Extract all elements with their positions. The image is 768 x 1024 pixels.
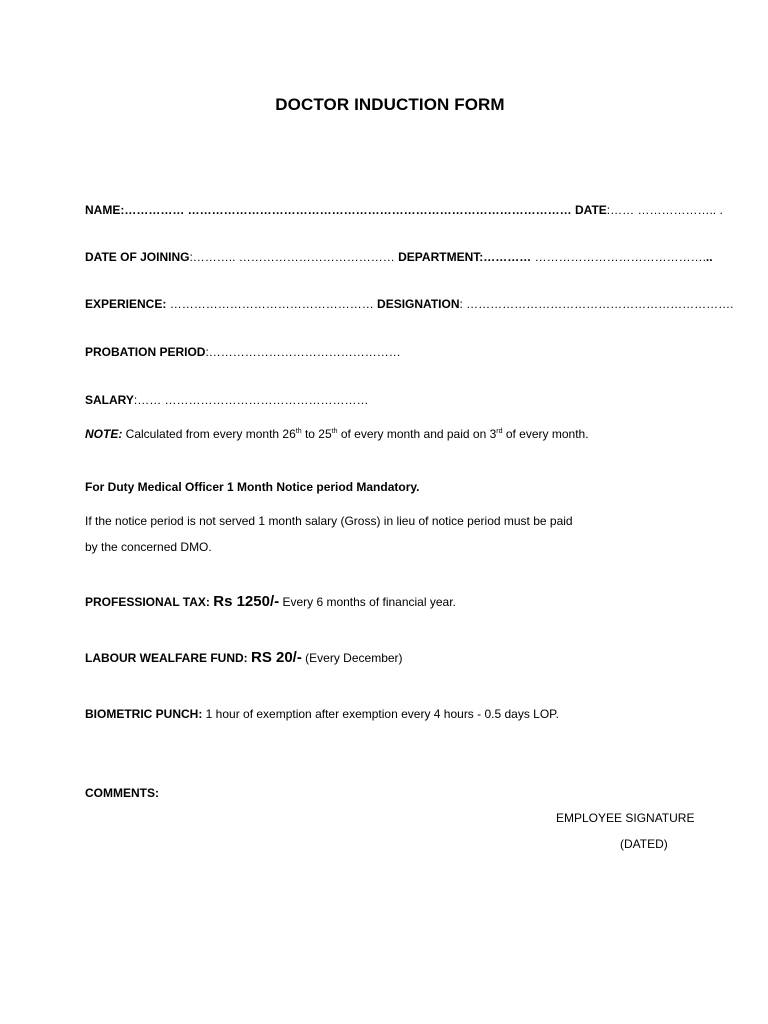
note-sup-2: th (331, 428, 338, 435)
biometric-detail: 1 hour of exemption after exemption every 4 hours - 0.5 days LOP. (202, 707, 559, 721)
designation-field[interactable]: : …………………………………………………………. (459, 297, 734, 311)
probation-label: PROBATION PERIOD (85, 345, 206, 359)
notice-heading: For Duty Medical Officer 1 Month Notice period Mandatory. (85, 480, 420, 494)
page-title: DOCTOR INDUCTION FORM (275, 95, 505, 114)
note-sup-3: rd (496, 428, 503, 435)
department-label: DEPARTMENT: (398, 250, 484, 264)
note-sup-1: th (295, 428, 302, 435)
labour-fund-detail: (Every December) (301, 651, 403, 665)
joining-row (85, 249, 713, 265)
probation-field[interactable]: :………………………………………… (205, 345, 401, 359)
comments-label: COMMENTS: (85, 786, 159, 800)
department-field-end: .. (705, 250, 713, 264)
experience-field[interactable]: …………………………………………… (166, 297, 374, 311)
note-text-3: of every month and paid on 3 (337, 427, 497, 441)
professional-tax-row (85, 594, 456, 610)
joining-label: DATE OF JOINING (85, 250, 190, 264)
note-label: NOTE: (85, 427, 123, 441)
employee-signature-label: EMPLOYEE SIGNATURE (556, 811, 695, 825)
labour-fund-amount: RS 20/- (250, 649, 302, 666)
probation-row (85, 344, 401, 360)
department-field[interactable]: ………… (483, 250, 532, 264)
name-field[interactable]: …………… …………………………………………………………………………………… (124, 203, 572, 217)
note-text-1: Calculated from every month 26 (122, 427, 296, 441)
professional-tax-label: PROFESSIONAL TAX: (85, 595, 214, 609)
biometric-row (85, 706, 559, 722)
name-row (85, 202, 723, 218)
note-text-4: of every month. (502, 427, 589, 441)
joining-field[interactable]: :……….. ………………………………… (189, 250, 395, 264)
salary-label: SALARY (85, 393, 134, 407)
professional-tax-amount: Rs 1250/- (213, 593, 280, 610)
department-field-cont[interactable]: ……………………………………. (531, 250, 706, 264)
signature-dated-label: (DATED) (620, 837, 668, 851)
experience-row (85, 296, 734, 312)
date-label: DATE (575, 203, 607, 217)
labour-fund-row (85, 650, 403, 666)
professional-tax-detail: Every 6 months of financial year. (279, 595, 456, 609)
notice-line-1: If the notice period is not served 1 month salary (Gross) in lieu of notice period must be paid (85, 514, 573, 528)
salary-field[interactable]: :…… …………………………………………… (133, 393, 369, 407)
experience-label: EXPERIENCE: (85, 297, 167, 311)
name-label: NAME: (85, 203, 125, 217)
biometric-label: BIOMETRIC PUNCH: (85, 707, 203, 721)
labour-fund-label: LABOUR WEALFARE FUND: (85, 651, 251, 665)
note-text-2: to 25 (301, 427, 332, 441)
note-row (85, 426, 589, 442)
notice-line-2: by the concerned DMO. (85, 540, 212, 554)
designation-label: DESIGNATION (377, 297, 460, 311)
salary-row (85, 392, 369, 408)
date-field[interactable]: :…… ……………….. . (606, 203, 723, 217)
